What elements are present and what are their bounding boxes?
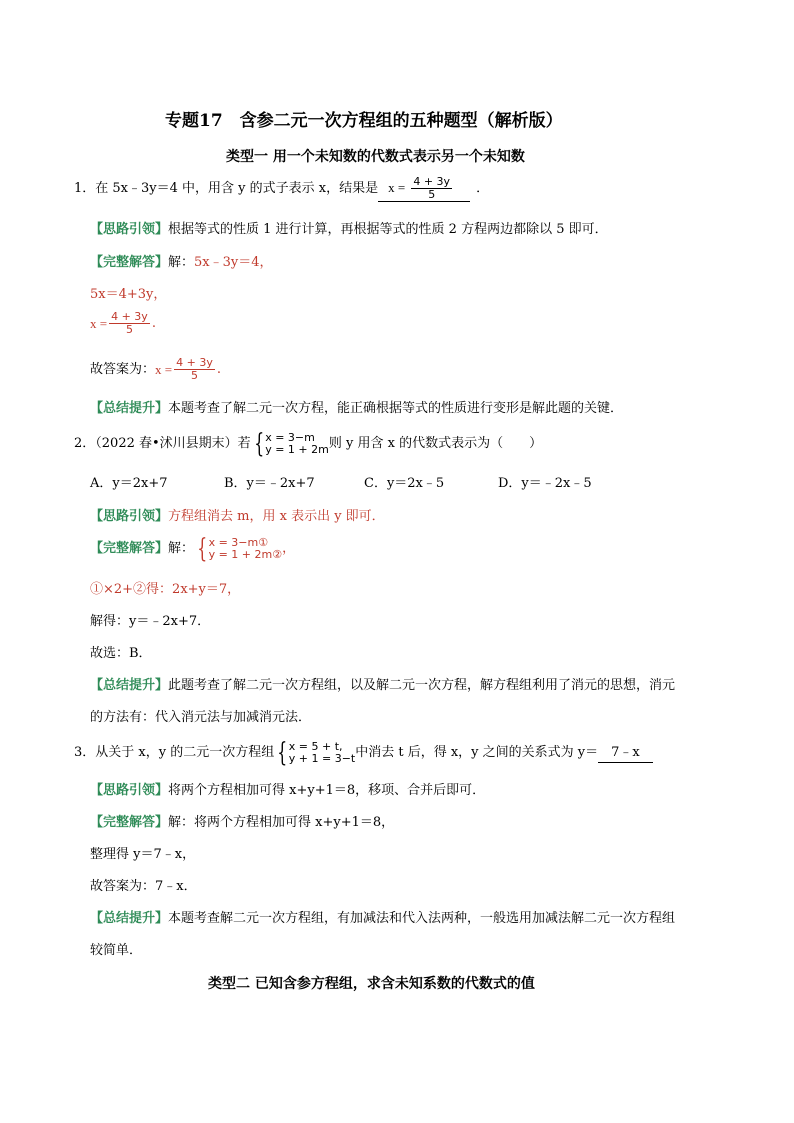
q3-equation-system: { x = 5 + t, y + 1 = 3−t xyxy=(277,738,356,768)
q1-solution-fraction: $\frac{4 + 3y}{5}$ xyxy=(111,310,148,336)
q3-answer-blank: 7﹣x xyxy=(598,744,653,763)
summary-tag: 【总结提升】 xyxy=(90,401,169,416)
brace-icon: { xyxy=(277,738,288,768)
brace-icon: { xyxy=(253,429,264,459)
q2-hint: 【思路引领】方程组消去 m，用 x 表示出 y 即可． xyxy=(90,509,385,524)
q2-step-2: 解得：y＝﹣2x+7． xyxy=(90,614,211,629)
q3-solution-line-1: 【完整解答】解：将两个方程相加可得 x+y+1＝8， xyxy=(90,815,395,830)
question-1-stem: 1．在 5x﹣3y＝4 中，用含 y 的式子表示 x，结果是 x = $\frac{4 + 3y}{5}$ ． xyxy=(74,175,490,201)
q1-solution-line-1: 【完整解答】解：5x﹣3y＝4， xyxy=(90,255,273,270)
q2-solution-system: { x = 3−m① y = 1 + 2m② xyxy=(197,534,283,564)
page-title: 专题17 含参二元一次方程组的五种题型（解析版） xyxy=(165,111,563,131)
q1-answer-line-fraction: $\frac{4 + 3y}{5}$ xyxy=(176,356,213,382)
q2-summary-line-2: 的方法有：代入消元法与加减消元法． xyxy=(90,710,312,725)
question-2-stem: 2．（2022 春•沭川县期末）若 { x = 3−m y = 1 + 2m 则 y 用含 x 的代数式表示为（ ） xyxy=(74,429,543,459)
q1-solution-line-3: x = $\frac{4 + 3y}{5}$ . xyxy=(90,310,156,336)
q1-solution-line-2: 5x＝4+3y， xyxy=(90,287,167,302)
q1-answer-blank: x = $\frac{4 + 3y}{5}$ xyxy=(378,176,470,202)
q1-summary: 【总结提升】本题考查了解二元一次方程，能正确根据等式的性质进行变形是解此题的关键． xyxy=(90,401,624,416)
q3-summary-line-2: 较简单． xyxy=(90,943,143,958)
q2-equation-system: { x = 3−m y = 1 + 2m xyxy=(253,429,329,459)
q1-stem-prefix: 1．在 5x﹣3y＝4 中，用含 y 的式子表示 x，结果是 xyxy=(74,181,379,196)
q2-option-d: D．y＝﹣2x﹣5 xyxy=(498,476,592,491)
q3-step-2: 故答案为：7﹣x． xyxy=(90,879,197,894)
q2-step-1: ①×2+②得：2x+y＝7， xyxy=(90,582,241,597)
q2-step-3: 故选：B． xyxy=(90,646,152,661)
q2-option-c: C．y＝2x﹣5 xyxy=(364,476,445,491)
solution-tag: 【完整解答】 xyxy=(90,255,169,270)
q2-summary-line-1: 【总结提升】此题考查了解二元一次方程组，以及解二元一次方程，解方程组利用了消元的思想，消元 xyxy=(90,678,676,693)
q3-summary-line-1: 【总结提升】本题考查解二元一次方程组，有加减法和代入法两种，一般选用加减法解二元一次方程组 xyxy=(90,911,676,926)
q1-answer-line: 故答案为： x = $\frac{4 + 3y}{5}$ . xyxy=(90,356,221,382)
q2-option-a: A．y＝2x+7 xyxy=(90,476,168,491)
q2-solution-line-1: 【完整解答】 解： { x = 3−m① y = 1 + 2m② ， xyxy=(90,534,296,564)
q2-option-b: B．y＝﹣2x+7 xyxy=(224,476,315,491)
q3-hint: 【思路引领】将两个方程相加可得 x+y+1＝8，移项、合并后即可． xyxy=(90,783,486,798)
question-3-stem: 3．从关于 x，y 的二元一次方程组 { x = 5 + t, y + 1 = 3−t 中消去 t 后，得 x，y 之间的关系式为 y＝ 7﹣x xyxy=(74,738,653,768)
section-title-1: 类型一 用一个未知数的代数式表示另一个未知数 xyxy=(226,149,525,165)
q1-hint: 【思路引领】根据等式的性质 1 进行计算，再根据等式的性质 2 方程两边都除以 5 即可． xyxy=(90,222,608,237)
brace-icon: { xyxy=(197,534,208,564)
q3-step-1: 整理得 y＝7﹣x， xyxy=(90,847,196,862)
q1-answer-fraction: $\frac{4 + 3y}{5}$ xyxy=(413,175,451,201)
section-title-2: 类型二 已知含参方程组，求含未知系数的代数式的值 xyxy=(208,976,535,992)
hint-tag: 【思路引领】 xyxy=(90,222,169,237)
